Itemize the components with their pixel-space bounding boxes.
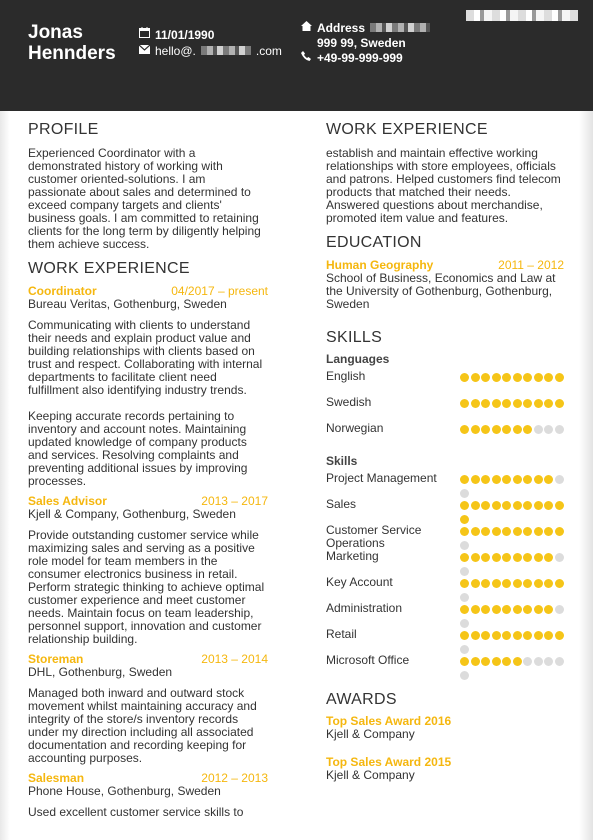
rating-dot-filled: [534, 553, 543, 562]
phone-text: +49-99-999-999: [317, 50, 403, 65]
rating-dot-empty: [544, 657, 553, 666]
name-last: Hennders: [28, 43, 116, 64]
rating-dot-filled: [471, 475, 480, 484]
job-salesman: [28, 772, 268, 819]
rating-dot-filled: [502, 475, 511, 484]
name-first: Jonas: [28, 22, 83, 43]
rating-dot-empty: [460, 541, 469, 550]
rating-dot-filled: [513, 579, 522, 588]
skill-row: [326, 654, 566, 680]
rating-dot-filled: [534, 527, 543, 536]
page-shadow-left: [0, 111, 10, 840]
skills-label: Skills: [326, 454, 358, 468]
skill-row: [326, 370, 566, 396]
rating-dot-filled: [534, 501, 543, 510]
calendar-icon: [138, 27, 150, 42]
rating-dot-filled: [523, 553, 532, 562]
rating-dot-empty: [555, 425, 564, 434]
resume-header: [0, 0, 593, 111]
rating-dot-filled: [460, 515, 469, 524]
rating-dot-filled: [481, 399, 490, 408]
dob-row: [138, 27, 282, 42]
rating-dot-filled: [534, 399, 543, 408]
rating-dot-filled: [481, 631, 490, 640]
job-dates: 2013 – 2014: [201, 652, 268, 666]
rating-dot-filled: [481, 501, 490, 510]
skill-name: Marketing: [326, 549, 379, 563]
rating-dot-filled: [481, 527, 490, 536]
profile-heading: PROFILE: [28, 121, 99, 138]
education-entry: [326, 259, 564, 311]
job-desc-1: Managed both inward and outward stock movement whilst maintaining accuracy and integrity of the store/s inventory records under my direction including all associated documentation and recording keeping for accounting purposes.: [28, 686, 257, 765]
job-org: Phone House, Gothenburg, Sweden: [28, 784, 221, 798]
rating-dot-filled: [513, 501, 522, 510]
rating-dot-filled: [481, 475, 490, 484]
rating-dot-empty: [534, 425, 543, 434]
address-line2-text: 999 99, Sweden: [317, 35, 406, 50]
resume-body: [0, 111, 593, 840]
rating-dot-filled: [481, 605, 490, 614]
address-redacted: [370, 23, 430, 32]
job-desc-2: Keeping accurate records pertaining to inventory and account notes. Maintaining updated knowledge of company products and services. Resolving complaints and preventing additional issues by improving processes.: [28, 409, 248, 488]
skill-rating: [460, 425, 568, 451]
rating-dot-filled: [502, 631, 511, 640]
rating-dot-empty: [460, 671, 469, 680]
rating-dot-filled: [523, 631, 532, 640]
rating-dot-filled: [544, 553, 553, 562]
rating-dot-filled: [555, 373, 564, 382]
rating-dot-filled: [523, 475, 532, 484]
rating-dot-filled: [460, 527, 469, 536]
rating-dot-filled: [523, 425, 532, 434]
rating-dot-filled: [481, 553, 490, 562]
rating-dot-filled: [481, 425, 490, 434]
skill-name: Microsoft Office: [326, 653, 410, 667]
rating-dot-filled: [544, 527, 553, 536]
job-dates: 04/2017 – present: [171, 284, 268, 298]
rating-dot-filled: [513, 605, 522, 614]
job-storeman: [28, 653, 268, 765]
rating-dot-filled: [492, 501, 501, 510]
work-heading-right: WORK EXPERIENCE: [326, 121, 488, 138]
rating-dot-filled: [460, 657, 469, 666]
work-continued-text: establish and maintain effective working relationships with store employees, officials and patrons. Helped customers find telecom products that matched their needs. Answered questions about merchandise, promoted item value and features.: [326, 146, 561, 225]
rating-dot-filled: [502, 425, 511, 434]
profile-text: Experienced Coordinator with a demonstrated history of working with customer oriented-solutions. I am passionate about sales and determined to exceed company targets and clients' business goals. I am committed to retaining clients for the long term by diligently helping them achieve success.: [28, 146, 261, 251]
skill-name: Key Account: [326, 575, 393, 589]
languages-label: Languages: [326, 352, 390, 366]
skill-name: English: [326, 369, 366, 383]
skill-row: [326, 524, 566, 550]
rating-dot-filled: [523, 527, 532, 536]
phone-row[interactable]: [300, 50, 430, 65]
job-desc-1: Used excellent customer service skills to: [28, 805, 244, 819]
skill-row: [326, 602, 566, 628]
rating-dot-filled: [513, 553, 522, 562]
rating-dot-empty: [555, 605, 564, 614]
rating-dot-filled: [502, 527, 511, 536]
rating-dot-filled: [481, 373, 490, 382]
rating-dot-empty: [555, 553, 564, 562]
rating-dot-filled: [492, 657, 501, 666]
job-desc-1: Provide outstanding customer service while maximizing sales and serving as a positive role model for team members in the consumer electronics business in retail. Perform strategic thinking to achieve optimal customer experience and meet customer needs. Maintain focus on team leadership, personnel support, innovation and customer relationship building.: [28, 528, 265, 646]
rating-dot-filled: [471, 553, 480, 562]
rating-dot-filled: [534, 605, 543, 614]
rating-dot-filled: [534, 631, 543, 640]
skill-row: [326, 396, 566, 422]
rating-dot-filled: [555, 579, 564, 588]
rating-dot-filled: [513, 425, 522, 434]
rating-dot-filled: [534, 579, 543, 588]
rating-dot-filled: [544, 579, 553, 588]
rating-dot-filled: [471, 657, 480, 666]
contact-col-2: [300, 20, 430, 65]
skills-heading: SKILLS: [326, 329, 383, 346]
rating-dot-empty: [534, 657, 543, 666]
rating-dot-filled: [544, 605, 553, 614]
rating-dot-empty: [544, 425, 553, 434]
rating-dot-filled: [534, 475, 543, 484]
skill-row: [326, 422, 566, 448]
rating-dot-filled: [523, 399, 532, 408]
skill-row: [326, 628, 566, 654]
rating-dot-filled: [534, 373, 543, 382]
rating-dot-empty: [460, 645, 469, 654]
address-label: Address: [317, 20, 366, 35]
education-heading: EDUCATION: [326, 234, 422, 251]
job-sales-advisor: [28, 495, 268, 646]
rating-dot-empty: [460, 489, 469, 498]
skill-name: Norwegian: [326, 421, 384, 435]
envelope-icon: [138, 44, 150, 58]
rating-dot-filled: [555, 501, 564, 510]
rating-dot-filled: [492, 631, 501, 640]
rating-dot-filled: [492, 425, 501, 434]
rating-dot-filled: [513, 373, 522, 382]
rating-dot-filled: [492, 527, 501, 536]
skill-row: [326, 550, 566, 576]
rating-dot-empty: [523, 657, 532, 666]
rating-dot-empty: [460, 619, 469, 628]
skill-row: [326, 498, 566, 524]
rating-dot-filled: [492, 605, 501, 614]
rating-dot-filled: [502, 553, 511, 562]
dob-text: 11/01/1990: [155, 27, 215, 42]
rating-dot-filled: [492, 399, 501, 408]
rating-dot-filled: [471, 579, 480, 588]
rating-dot-filled: [555, 631, 564, 640]
skill-rating: [460, 657, 568, 683]
rating-dot-filled: [460, 425, 469, 434]
rating-dot-empty: [555, 657, 564, 666]
candidate-name: [28, 22, 116, 64]
award-2: [326, 756, 564, 782]
awards-heading: AWARDS: [326, 691, 397, 708]
rating-dot-filled: [513, 657, 522, 666]
rating-dot-filled: [460, 553, 469, 562]
rating-dot-filled: [502, 501, 511, 510]
address-row: [300, 20, 430, 35]
phone-icon: [300, 51, 312, 65]
job-title: Sales Advisor: [28, 494, 107, 508]
rating-dot-filled: [481, 657, 490, 666]
email-redacted: [201, 46, 251, 55]
rating-dot-filled: [471, 527, 480, 536]
rating-dot-filled: [492, 475, 501, 484]
award-1: [326, 715, 564, 741]
award-org: Kjell & Company: [326, 727, 415, 741]
award-title: Top Sales Award 2016: [326, 714, 452, 728]
rating-dot-filled: [544, 373, 553, 382]
rating-dot-filled: [544, 475, 553, 484]
skill-name: Project Management: [326, 471, 437, 485]
rating-dot-filled: [555, 399, 564, 408]
rating-dot-empty: [460, 593, 469, 602]
rating-dot-filled: [513, 527, 522, 536]
address-line2: [300, 35, 430, 50]
page-shadow-right: [579, 111, 593, 840]
rating-dot-filled: [492, 579, 501, 588]
job-org: Kjell & Company, Gothenburg, Sweden: [28, 507, 236, 521]
rating-dot-filled: [460, 399, 469, 408]
education-title: Human Geography: [326, 258, 434, 272]
skill-name: Retail: [326, 627, 357, 641]
job-org: Bureau Veritas, Gothenburg, Sweden: [28, 297, 227, 311]
rating-dot-filled: [460, 631, 469, 640]
work-heading-left: WORK EXPERIENCE: [28, 260, 190, 277]
rating-dot-filled: [513, 631, 522, 640]
rating-dot-filled: [471, 425, 480, 434]
email-end: .com: [255, 43, 282, 58]
rating-dot-filled: [544, 631, 553, 640]
rating-dot-filled: [460, 373, 469, 382]
rating-dot-filled: [523, 579, 532, 588]
rating-dot-filled: [523, 605, 532, 614]
rating-dot-filled: [460, 475, 469, 484]
rating-dot-filled: [513, 399, 522, 408]
skill-row: [326, 576, 566, 602]
education-dates: 2011 – 2012: [498, 258, 564, 272]
skill-name: Sales: [326, 497, 357, 511]
rating-dot-filled: [471, 631, 480, 640]
rating-dot-filled: [502, 373, 511, 382]
redacted-contact: [466, 10, 578, 21]
email-start: hello@.: [155, 43, 196, 58]
job-desc-1: Communicating with clients to understand their needs and explain product value and building relationships with clients based on trust and respect. Collaborating with internal departments to facilitate client need fulfillment also identifying industry trends.: [28, 318, 263, 397]
skill-name: Administration: [326, 601, 403, 615]
rating-dot-filled: [471, 605, 480, 614]
rating-dot-filled: [460, 501, 469, 510]
job-org: DHL, Gothenburg, Sweden: [28, 665, 173, 679]
email-row[interactable]: [138, 43, 282, 58]
rating-dot-filled: [544, 501, 553, 510]
job-dates: 2012 – 2013: [201, 771, 268, 785]
rating-dot-filled: [502, 579, 511, 588]
job-coordinator: [28, 285, 268, 488]
skill-row: [326, 472, 566, 498]
rating-dot-filled: [513, 475, 522, 484]
rating-dot-empty: [460, 567, 469, 576]
job-title: Coordinator: [28, 284, 97, 298]
rating-dot-filled: [492, 553, 501, 562]
job-title: Salesman: [28, 771, 85, 785]
skill-name: Customer Service Operations: [326, 523, 422, 550]
rating-dot-filled: [492, 373, 501, 382]
job-dates: 2013 – 2017: [201, 494, 268, 508]
rating-dot-filled: [523, 373, 532, 382]
rating-dot-filled: [502, 399, 511, 408]
rating-dot-filled: [555, 527, 564, 536]
rating-dot-filled: [502, 605, 511, 614]
education-org: School of Business, Economics and Law at the University of Gothenburg, Gothenburg, Sweden: [326, 271, 556, 311]
rating-dot-filled: [544, 399, 553, 408]
award-org: Kjell & Company: [326, 768, 415, 782]
rating-dot-filled: [523, 501, 532, 510]
contact-col-1: [138, 27, 282, 58]
rating-dot-filled: [460, 605, 469, 614]
skill-name: Swedish: [326, 395, 372, 409]
rating-dot-filled: [481, 579, 490, 588]
award-title: Top Sales Award 2015: [326, 755, 452, 769]
home-icon: [300, 21, 312, 35]
rating-dot-filled: [502, 657, 511, 666]
job-title: Storeman: [28, 652, 84, 666]
rating-dot-filled: [471, 399, 480, 408]
rating-dot-filled: [471, 501, 480, 510]
rating-dot-empty: [555, 475, 564, 484]
rating-dot-filled: [460, 579, 469, 588]
rating-dot-filled: [471, 373, 480, 382]
